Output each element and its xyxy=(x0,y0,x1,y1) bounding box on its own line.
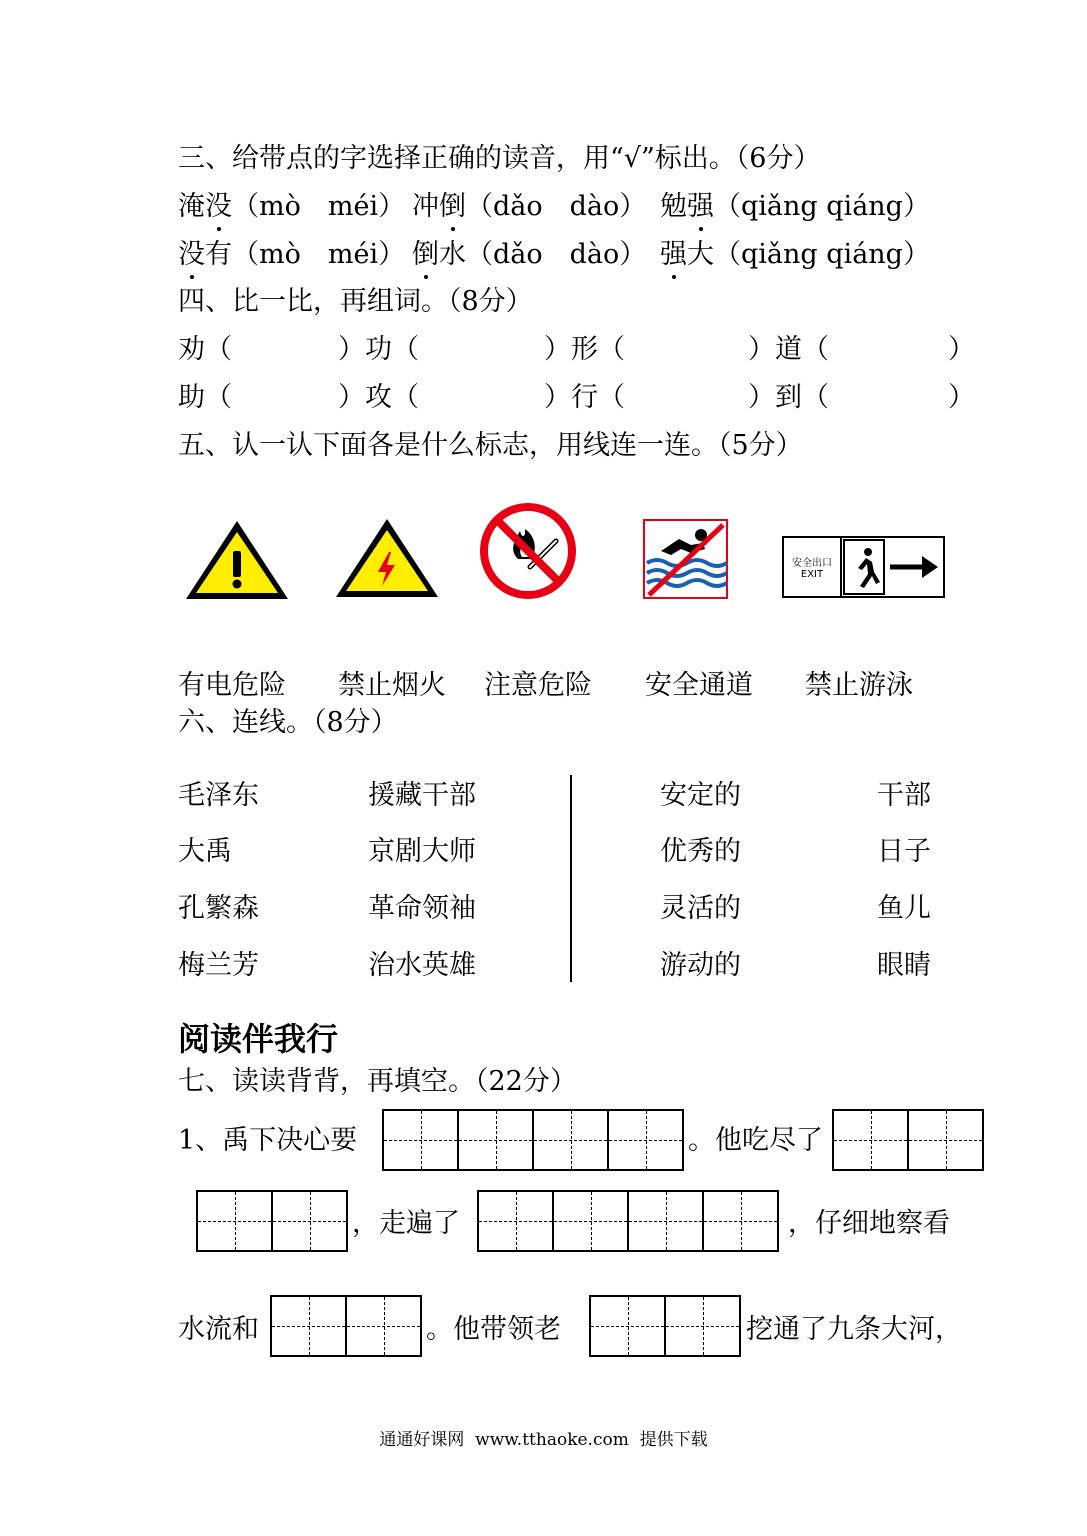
q6-col2-item: 革命领袖 xyxy=(368,893,476,924)
q3-item: 淹没（mò méi） xyxy=(178,191,406,222)
q3-item: 强大（qiǎng qiáng） xyxy=(660,239,930,270)
no-fire-sign-icon xyxy=(478,501,578,601)
q6-col2-item: 援藏干部 xyxy=(368,780,476,811)
q3-item: 倒水（dǎo dào） xyxy=(412,239,647,270)
sign-label: 注意危险 xyxy=(484,670,592,701)
q7-text: 。他带领老 xyxy=(426,1314,561,1345)
q6-col3-item: 优秀的 xyxy=(660,836,741,867)
q4-title: 四、比一比，再组词。（8分） xyxy=(178,286,533,317)
right-arrow-icon xyxy=(888,552,940,582)
column-divider xyxy=(570,775,572,982)
q4-cell: ）到（ xyxy=(748,382,829,413)
q4-cell: 助（ xyxy=(178,382,232,413)
running-man-icon xyxy=(842,538,886,596)
sign-label: 禁止游泳 xyxy=(805,670,913,701)
q4-row-2 xyxy=(178,381,978,415)
q6-col2-item: 治水英雄 xyxy=(368,950,476,981)
q6-col4-item: 日子 xyxy=(877,836,931,867)
q4-cell: ）道（ xyxy=(748,334,829,365)
q4-cell: ） xyxy=(948,382,975,413)
q7-text: ，仔细地察看 xyxy=(788,1208,950,1239)
q4-cell: ）功（ xyxy=(338,334,419,365)
q4-cell: ）攻（ xyxy=(338,382,419,413)
q4-cell: ） xyxy=(948,334,975,365)
q6-col1-item: 孔繁森 xyxy=(178,893,259,924)
q4-cell: ）形（ xyxy=(544,334,625,365)
q3-item: 勉强（qiǎng qiáng） xyxy=(660,191,930,222)
q6-col3-item: 安定的 xyxy=(660,780,741,811)
q6-col1-item: 毛泽东 xyxy=(178,780,259,811)
q5-title: 五、认一认下面各是什么标志，用线连一连。（5分） xyxy=(178,430,803,461)
sign-label: 有电危险 xyxy=(178,670,286,701)
reading-heading: 阅读伴我行 xyxy=(178,1020,339,1058)
caution-sign-icon xyxy=(183,518,291,602)
q4-row-1 xyxy=(178,333,978,367)
writing-grid[interactable] xyxy=(196,1190,348,1252)
exit-sign-en: EXIT xyxy=(800,569,824,580)
q6-col1-item: 梅兰芳 xyxy=(178,950,259,981)
q3-item: 冲倒（dǎo dào） xyxy=(412,191,647,222)
q6-col4-item: 鱼儿 xyxy=(877,893,931,924)
writing-grid[interactable] xyxy=(477,1190,779,1252)
q6-title: 六、连线。（8分） xyxy=(178,707,398,738)
writing-grid[interactable] xyxy=(270,1295,422,1357)
footer-text: 通通好课网 www.tthaoke.com 提供下载 xyxy=(379,1430,708,1450)
q7-text: 1、禹下决心要 xyxy=(178,1125,358,1156)
emergency-exit-sign xyxy=(782,536,945,598)
q4-cell: ）行（ xyxy=(544,382,625,413)
q7-text: 水流和 xyxy=(178,1314,259,1345)
q7-text: 挖通了九条大河， xyxy=(746,1314,962,1345)
writing-grid[interactable] xyxy=(832,1109,984,1171)
q3-item: 没有（mò méi） xyxy=(178,239,406,270)
q5-labels xyxy=(178,669,958,703)
q3-title: 三、给带点的字选择正确的读音，用“√”标出。（6分） xyxy=(178,143,821,174)
writing-grid[interactable] xyxy=(382,1109,684,1171)
q7-title: 七、读读背背，再填空。（22分） xyxy=(178,1066,577,1097)
sign-label: 禁止烟火 xyxy=(338,670,446,701)
q4-cell: 劝（ xyxy=(178,334,232,365)
sign-label: 安全通道 xyxy=(645,670,753,701)
q6-col2-item: 京剧大师 xyxy=(368,836,476,867)
q6-col3-item: 游动的 xyxy=(660,950,741,981)
no-swimming-sign-icon xyxy=(643,519,728,599)
q7-text: 。他吃尽了 xyxy=(688,1125,823,1156)
q7-text: ，走遍了 xyxy=(352,1208,460,1239)
q6-col4-item: 干部 xyxy=(877,780,931,811)
exit-sign-cn: 安全出口 xyxy=(792,558,832,569)
q6-col3-item: 灵活的 xyxy=(660,893,741,924)
writing-grid[interactable] xyxy=(589,1295,741,1357)
q6-col4-item: 眼睛 xyxy=(877,950,931,981)
q6-col1-item: 大禹 xyxy=(178,836,232,867)
electric-hazard-sign-icon xyxy=(333,516,441,600)
